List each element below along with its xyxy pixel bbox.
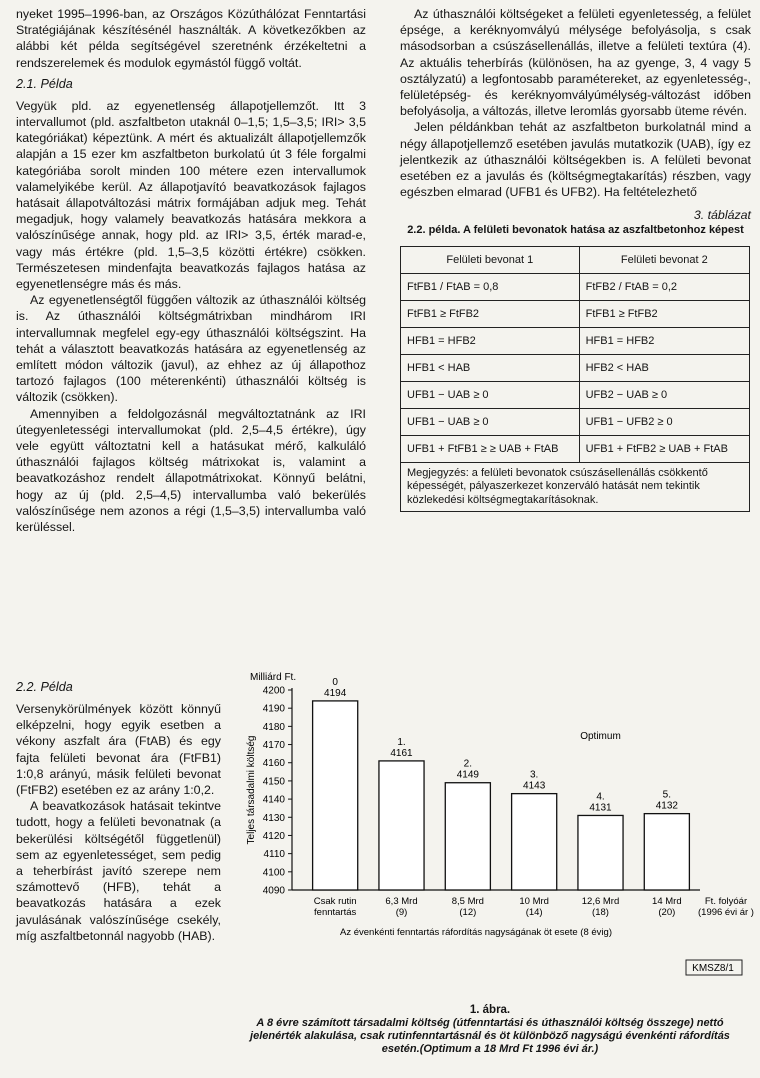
optimum-label: Optimum [580, 731, 621, 743]
x-tick-label: (12) [459, 907, 477, 918]
bar-value-label: 4132 [655, 800, 678, 812]
table-row [401, 327, 750, 354]
y-tick-label: 4160 [262, 758, 285, 770]
paragraph: A beavatkozások hatásait tekintve tudott, hogy a felületi bevonatnak (a bekerülési költségétől függetlenül) sem az egyenletességet, sem pedig a teherbírást javító szerepe nem számottevő (HFB), tehát a beavatkozás hatására a ezek javulásának valószínűsége csekély, míg aszfaltbetonnál nagyobb (HAB). [16, 799, 221, 943]
table-cell: FtFB1 ≥ FtFB2 [401, 300, 580, 327]
bar [313, 701, 358, 890]
y-unit-label: Milliárd Ft. [250, 672, 297, 683]
x-unit-label: (1996 évi ár ) [698, 907, 754, 918]
paragraph: Amennyiben a feldolgozásnál megváltoztatnánk az IRI útegyenletességi intervallumokat (pld. 2,5–4,5 értékre), úgy vele együtt változtatni kell a hatásukat mérő, kalkuláló úthasználói fajlagos költség mátrixokat is, valamint a beavatkozáshoz rendelt állapotmátrixokat. Könnyű belátni, hogy az új (pld. 2,5–4,5) intervallumba való bekerülés valószínűsége nem azonos a régi (1,5–3,5) intervallumba való kerüléssel. [16, 406, 366, 535]
x-tick-label: 12,6 Mrd [581, 896, 620, 907]
y-tick-label: 4130 [262, 812, 285, 824]
table-title: 2.2. példa. A felületi bevonatok hatása az aszfaltbetonhoz képest [407, 224, 744, 237]
y-tick-label: 4120 [262, 830, 285, 842]
x-tick-label: fenntartás [314, 907, 357, 918]
paragraph: nyeket 1995–1996-ban, az Országos Közúthálózat Fenntartási Stratégiájának készítésénél használták. A következőkben az alábbi két példa segítségével szeretnénk érzékeltetni a rendszerelemek és modulok egymástól függő voltát. [16, 7, 366, 70]
table-cell: HFB1 = HFB2 [579, 327, 749, 354]
y-tick-label: 4150 [262, 776, 285, 788]
table-cell: UFB2 − UAB ≥ 0 [579, 381, 749, 408]
x-tick-label: (20) [658, 907, 676, 918]
bar-id-label: 4. [596, 791, 605, 803]
bar [445, 783, 490, 890]
table-note-row [401, 462, 750, 512]
bar-value-label: 4161 [390, 747, 413, 759]
x-tick-label: (18) [592, 907, 609, 918]
table-cell: HFB1 = HFB2 [401, 327, 580, 354]
bar [644, 814, 689, 890]
paragraph: Versenykörülmények között könnyű elképzelni, hogy egyik esetben a vékony aszfalt ára (FtAB) és egy fajta felületi bevonat ára (FtFB1) 1:0,8 arányú, másik felületi bevonat (FtFB2) esetében ez az arány 1:0,2. [16, 702, 221, 798]
x-axis-title: Az évenkénti fenntartás ráfordítás nagyságának öt esete (8 évig) [340, 927, 612, 938]
x-tick-label: 6,3 Mrd [385, 896, 418, 907]
table-note: Megjegyzés: a felületi bevonatok csúszásellenállás csökkentő képességét, pályaszerkezet konzerváló hatását nem tekintik közlekedési költségmegtakarításoknak. [401, 462, 750, 512]
table-header-row [401, 246, 750, 273]
y-tick-label: 4110 [263, 849, 285, 861]
y-tick-label: 4180 [262, 721, 285, 733]
table-row [401, 408, 750, 435]
x-tick-label: 8,5 Mrd [451, 896, 484, 907]
bar-value-label: 4131 [589, 802, 612, 814]
paragraph: Az egyenetlenségtől függően változik az úthasználói költség is. Az úthasználói költségmátrixban mindhárom IRI intervallumnak megfelel egy-egy úthasználói költségszint. Ha tehát a választott beavatkozás hatására az egyenetlenség az említett módon változik (javul), az ehhez az új állapothoz tartozó fajlagos (100 méterenkénti) úthasználói költség is változik (csökken). [16, 293, 366, 405]
table-row [401, 381, 750, 408]
x-unit-label: Ft. folyóár [704, 896, 748, 907]
paragraph: Jelen példánkban tehát az aszfaltbeton burkolatnál mind a négy állapotjellemző esetében javulás mutatkozik (UAB), így ez jelentkezik az úthasználói költségekben is. A felületi bevonat esetében ez a javulás és (költségmegtakarítás) részben, vagy egészben elmarad (UFB1 és UFB2). Ha feltételezhető [400, 120, 751, 200]
left-column [16, 6, 366, 535]
table-header-cell: Felületi bevonat 2 [579, 246, 749, 273]
section-heading: 2.2. Példa [16, 680, 73, 694]
bar-id-label: 5. [662, 789, 672, 801]
y-tick-label: 4190 [262, 703, 285, 715]
bar-id-label: 1. [397, 736, 406, 748]
x-tick-label: Csak rutin [313, 896, 357, 907]
bar [512, 794, 557, 890]
bar-id-label: 0 [332, 676, 338, 688]
x-tick-label: (9) [395, 907, 408, 918]
bar [379, 761, 424, 890]
y-tick-label: 4200 [262, 685, 285, 697]
section-heading: 2.1. Példa [16, 76, 73, 91]
y-tick-label: 4140 [262, 794, 285, 806]
table-cell: UFB1 − UFB2 ≥ 0 [579, 408, 749, 435]
y-tick-label: 4170 [262, 740, 285, 752]
left-lower-section [16, 680, 221, 944]
table-cell: UFB1 − UAB ≥ 0 [401, 381, 580, 408]
bar-value-label: 4194 [324, 687, 347, 699]
table-row [401, 300, 750, 327]
paragraph: Vegyük pld. az egyenetlenség állapotjellemzőt. Itt 3 intervallumot (pld. aszfaltbeton utaknál 0–1,5; 1,5–3,5; IRI> 3,5 kategóriákat) képeztünk. A mért és aktualizált állapotjellemzők alapján a 15 ezer km aszfaltbeton burkolatú út 3 féle forgalmi kategóriába sorolt minden 100 métere ezen intervallumok valamelyikébe kerül. Az állapotjavító beavatkozások fajlagos hatásait állapotváltozási mátrix formájában adjuk meg. Tehát megadjuk, hogy valamely beavatkozás hatására mekkora a valószínűsége annak, hogy pld. az IRI> 3,5, érték marad-e, vagy más értékre (pld. 1,5–3,5 közötti értékre) csökken. Természetesen mindenfajta beavatkozás fajlagos hatása az egyenetlenségre más és más. [16, 98, 366, 292]
y-axis-title: Teljes társadalmi költség [246, 735, 257, 845]
bar-id-label: 2. [463, 758, 473, 770]
table-cell: FtFB1 ≥ FtFB2 [579, 300, 749, 327]
y-tick-label: 4090 [262, 885, 285, 897]
table-header-cell: Felületi bevonat 1 [401, 246, 580, 273]
bar-chart [230, 668, 755, 998]
table-cell: HFB2 < HAB [579, 354, 749, 381]
figure-number: 1. ábra. [469, 1004, 511, 1016]
bar [578, 815, 623, 890]
table-cell: FtFB1 / FtAB = 0,8 [401, 273, 580, 300]
table-cell: UFB1 − UAB ≥ 0 [401, 408, 580, 435]
table-row [401, 354, 750, 381]
y-tick-label: 4100 [262, 867, 285, 879]
bar-value-label: 4149 [456, 769, 479, 781]
comparison-table [400, 246, 750, 513]
figure-caption-text: A 8 évre számított társadalmi költség (útfenntartási és úthasználói költség összege) nettó jelenérték alakulása, csak rutinfenntartásnál és öt különböző nagyságú évenkénti ráfordítás esetén.(Optimum a 18 Mrd Ft 1996 évi ár.) [250, 1017, 730, 1055]
x-tick-label: (14) [525, 907, 543, 918]
bar-id-label: 3. [529, 769, 539, 781]
table-cell: UFB1 + FtFB1 ≥ ≥ UAB + FtAB [401, 435, 580, 462]
table-row [401, 273, 750, 300]
table-row [401, 435, 750, 462]
table-cell: FtFB2 / FtAB = 0,2 [579, 273, 749, 300]
paragraph: Az úthasználói költségeket a felületi egyenletesség, a felület épsége, a keréknyomvályú mélysége befolyásolja, s csak másodsorban a csúszásellenállás, illetve a felületi textúra (4). Az aktuális teherbírás (különösen, ha az gyenge, 3, 4 vagy 5 osztályzatú) a legfontosabb paramétereket, az egyenletesség-, felületépség- és keréknyomvályúmélység-változást időben befolyásolja, a változás, illetve leromlás gyorsabb üteme révén. [400, 7, 751, 119]
table-cell: UFB1 + FtFB2 ≥ UAB + FtAB [579, 435, 749, 462]
table-cell: HFB1 < HAB [401, 354, 580, 381]
x-tick-label: 10 Mrd [519, 896, 549, 907]
chart-code-label: KMSZ8/1 [692, 963, 734, 974]
bar-value-label: 4143 [523, 780, 546, 792]
table-label: 3. táblázat [693, 208, 751, 223]
figure-caption [230, 1004, 750, 1056]
x-tick-label: 14 Mrd [652, 896, 682, 907]
right-column [400, 6, 751, 512]
